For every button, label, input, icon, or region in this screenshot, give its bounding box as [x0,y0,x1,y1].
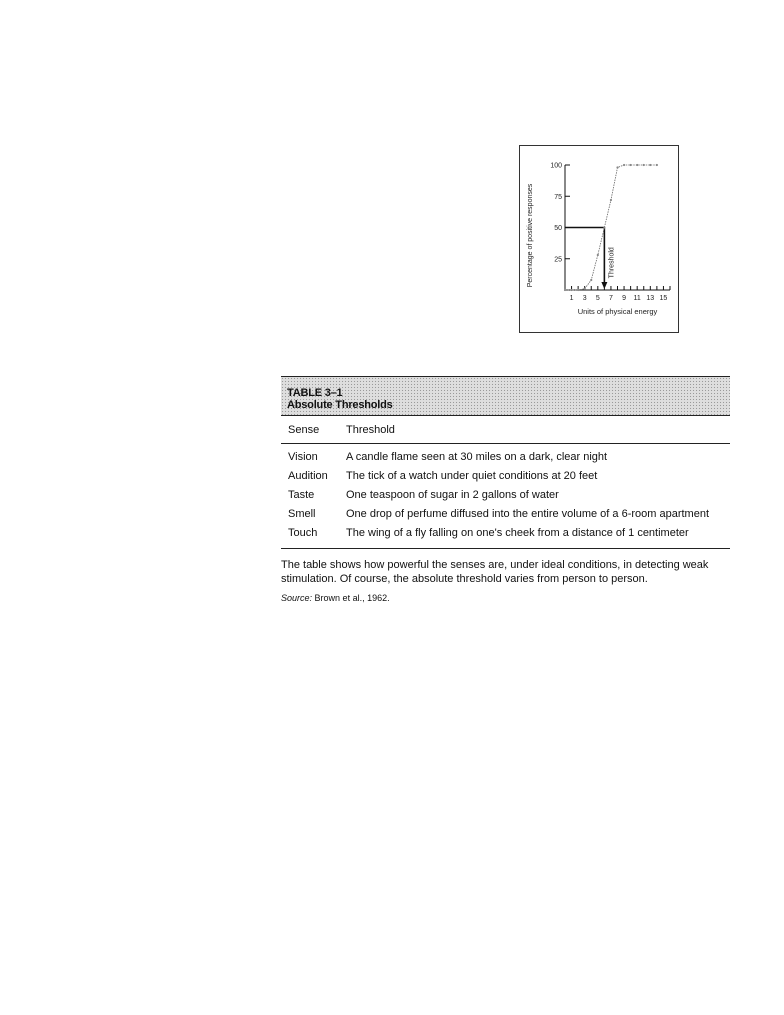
table-row [281,489,730,502]
sense-cell: Audition [288,470,328,482]
y-tick-label: 25 [554,256,562,264]
table-caption: The table shows how powerful the senses are, under ideal conditions, in detecting weak stimulation. Of course, the absolute threshold varies from person to person. [281,559,709,585]
table-row [281,508,730,521]
sense-cell: Smell [288,508,316,520]
table-number: TABLE 3–1 [287,387,343,399]
y-tick-label: 100 [550,162,562,170]
table-row [281,527,730,540]
table-title: Absolute Thresholds [287,399,393,411]
x-tick-label: 1 [569,295,574,302]
sense-cell: Taste [288,489,315,501]
data-point [616,166,618,168]
data-point [564,289,566,291]
threshold-cell: A candle flame seen at 30 miles on a dark, clear night [346,451,608,463]
data-point [643,164,645,166]
x-tick-label: 5 [595,295,600,302]
threshold-figure [519,145,679,333]
data-point [603,226,605,228]
x-tick-label: 9 [622,295,627,302]
data-point [630,164,632,166]
y-axis-title: Percentage of positive responses [527,183,534,288]
source-citation: Brown et al., 1962. [314,593,390,603]
table-source [281,593,730,603]
x-tick-label: 15 [659,295,668,302]
column-header-sense: Sense [288,423,320,436]
data-point [584,288,586,290]
table-header [281,376,730,416]
column-header-threshold: Threshold [346,423,395,436]
table-3-1 [281,376,730,603]
x-tick-label: 13 [646,295,655,302]
threshold-cell: One drop of perfume diffused into the entire volume of a 6-room apartment [346,508,709,520]
y-tick-label: 75 [554,193,562,201]
x-tick-label: 11 [633,295,641,302]
threshold-label: Threshold [608,247,616,279]
source-label: Source: [281,593,313,603]
threshold-cell: One teaspoon of sugar in 2 gallons of water [346,489,559,501]
threshold-cell: The wing of a fly falling on one's cheek from a distance of 1 centimeter [346,527,689,539]
y-tick-label: 50 [554,225,562,232]
column-header-row [281,416,730,444]
data-point [623,164,625,166]
psychometric-chart [520,146,678,332]
x-tick-label: 3 [582,295,587,302]
data-point [649,164,651,166]
table-row [281,470,730,483]
threshold-cell: The tick of a watch under quiet conditions at 20 feet [346,470,598,482]
data-point [590,279,592,281]
data-point [636,164,638,166]
table-row [281,451,730,464]
data-point [656,164,658,166]
data-point [570,289,572,291]
threshold-arrowhead [601,282,607,289]
x-axis-title: Units of physical energy [577,307,658,316]
table-body [281,444,730,549]
sense-cell: Vision [288,451,318,463]
x-tick-label: 7 [608,295,613,302]
data-point [577,289,579,291]
data-point [597,254,599,256]
data-point [610,199,612,201]
sense-cell: Touch [288,527,318,539]
